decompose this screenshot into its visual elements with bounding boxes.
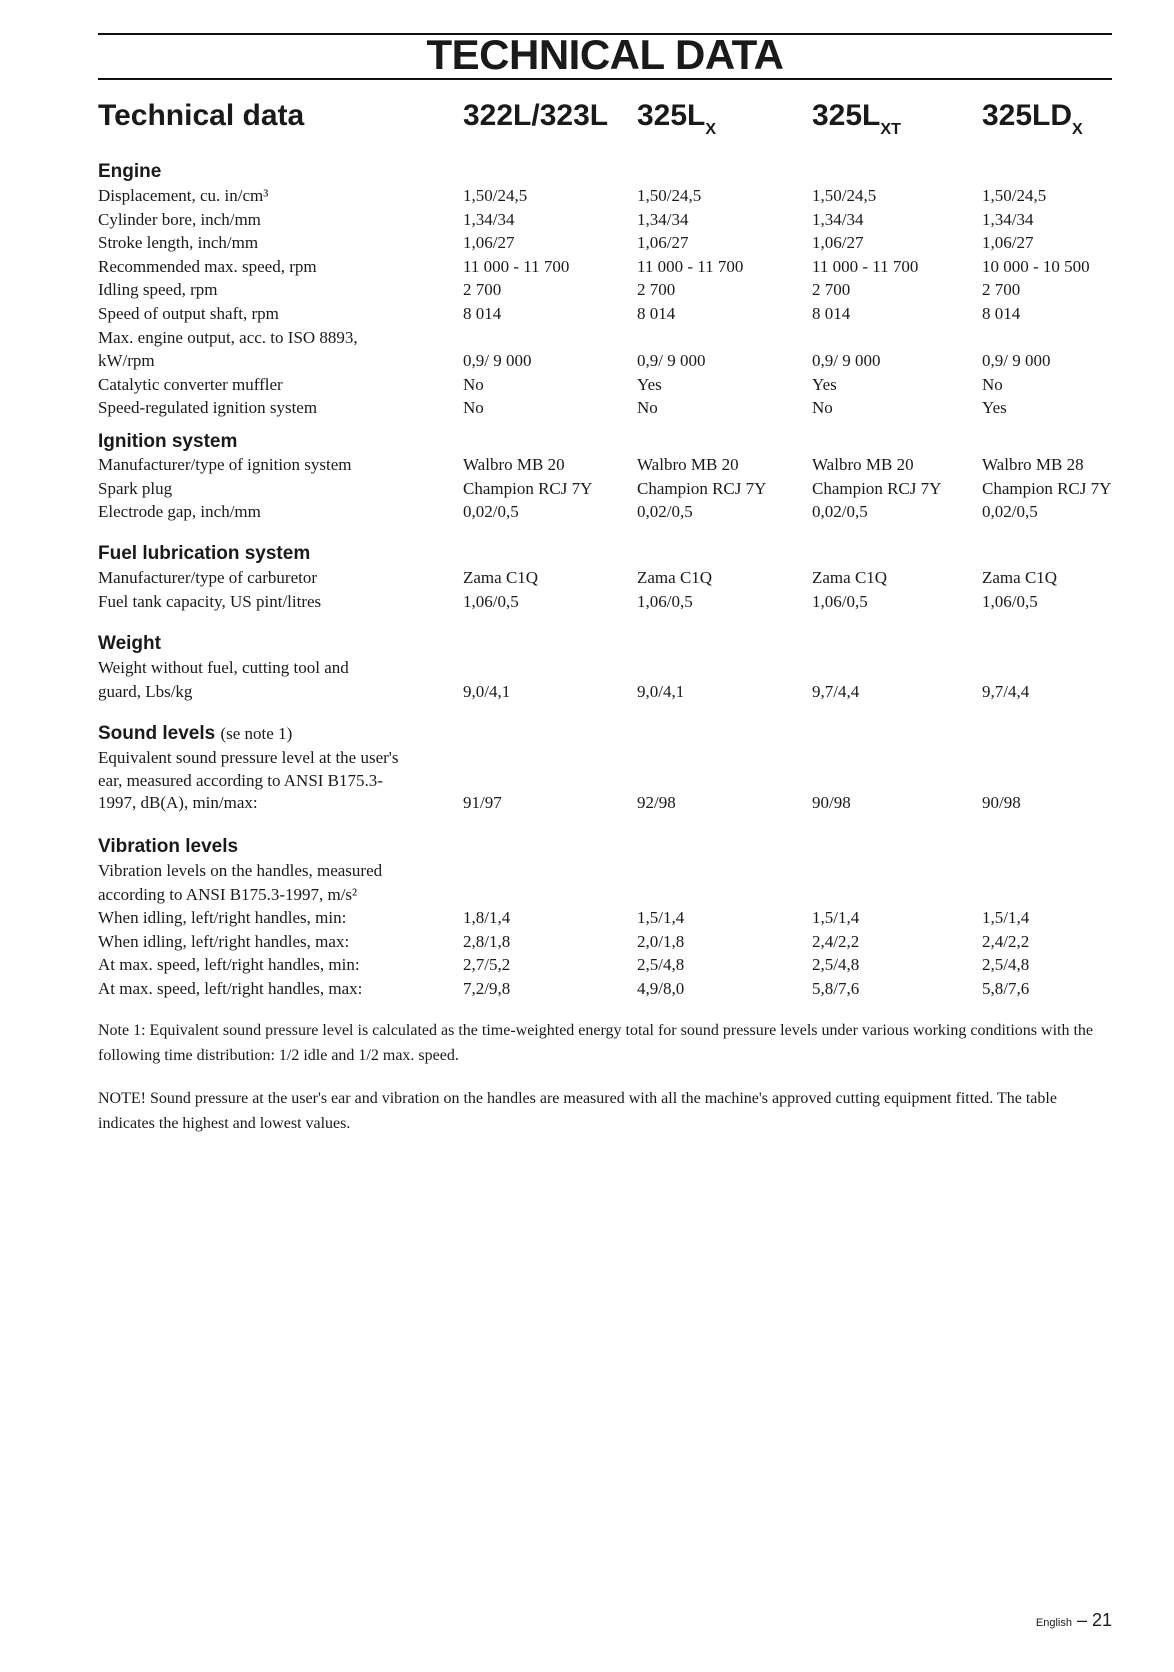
row-value: 8 014 — [982, 304, 1021, 323]
row-value: 1,06/0,5 — [463, 591, 519, 611]
row-value: 2 700 — [982, 280, 1021, 300]
row-label: Fuel tank capacity, US pint/litres — [98, 591, 322, 611]
row-value: Zama C1Q — [637, 568, 713, 587]
model-header: $325L_{XT}$ — [812, 99, 901, 138]
model-header: $325LD_X$ — [982, 99, 1083, 138]
model-header: 322L/323L — [463, 99, 609, 132]
row-value: 9,7/4,4 — [982, 681, 1030, 701]
row-value: 7,2/9,8 — [463, 978, 511, 998]
row-value: Champion RCJ 7Y — [812, 478, 942, 498]
row-value: 0,9/ 9 000 — [637, 351, 706, 371]
row-value: Walbro MB 20 — [463, 455, 565, 474]
row-value: 2,4/2,2 — [982, 931, 1030, 951]
page-title: TECHNICAL DATA — [426, 31, 784, 78]
row-value: 2,5/4,8 — [982, 955, 1030, 974]
row-value: 0,9/ 9 000 — [812, 351, 881, 371]
group-title-fuel: Fuel lubrication system — [98, 543, 311, 564]
row-value: 1,06/0,5 — [812, 591, 868, 611]
table-row — [0, 953, 1174, 977]
row-value: 11 000 - 11 700 — [812, 256, 919, 276]
row-value: Walbro MB 20 — [812, 455, 914, 474]
row-value: 5,8/7,6 — [812, 978, 860, 998]
row-value: Walbro MB 20 — [637, 455, 739, 474]
row-value: 8 014 — [637, 304, 676, 323]
row-value: 2,5/4,8 — [637, 955, 685, 974]
row-label: Equivalent sound pressure level at the user's — [98, 748, 399, 767]
row-value: 1,50/24,5 — [812, 186, 877, 205]
row-label: Recommended max. speed, rpm — [98, 256, 317, 276]
row-value: 4,9/8,0 — [637, 978, 685, 998]
row-label: Speed-regulated ignition system — [98, 398, 318, 418]
row-value: 0,9/ 9 000 — [982, 351, 1051, 371]
row-value: 8 014 — [812, 304, 851, 323]
row-value: 9,0/4,1 — [463, 681, 511, 701]
row-label: Weight without fuel, cutting tool and — [98, 658, 349, 677]
table-row — [0, 208, 1174, 232]
row-value: 1,06/0,5 — [982, 591, 1038, 611]
row-value: 0,02/0,5 — [637, 502, 693, 522]
row-value: 1,5/1,4 — [637, 908, 685, 927]
table-row — [0, 906, 1174, 930]
row-value: 2 700 — [637, 280, 676, 300]
table-row — [0, 326, 1174, 350]
group-title-sound: Sound levels (se note 1) — [98, 723, 293, 744]
row-value: 90/98 — [812, 793, 851, 813]
row-value: 1,34/34 — [637, 209, 689, 229]
row-value: 0,02/0,5 — [463, 502, 519, 522]
table-row — [0, 231, 1174, 255]
table-row — [0, 746, 1174, 770]
table-row — [0, 453, 1174, 477]
page-number: 21 — [1091, 1610, 1112, 1630]
row-value: 90/98 — [982, 793, 1021, 813]
row-value: Champion RCJ 7Y — [463, 478, 593, 498]
row-value: 1,50/24,5 — [637, 186, 702, 205]
row-value: 2,4/2,2 — [812, 931, 860, 951]
page-footer: English – 21 — [1035, 1610, 1112, 1630]
row-value: Champion RCJ 7Y — [982, 478, 1112, 498]
row-value: 1,5/1,4 — [982, 908, 1030, 927]
row-value: 1,06/27 — [637, 233, 689, 253]
row-value: 2 700 — [463, 280, 502, 300]
row-value: No — [637, 398, 658, 418]
row-label: guard, Lbs/kg — [98, 681, 193, 701]
row-value: No — [463, 374, 484, 394]
group-title-weight: Weight — [98, 633, 161, 654]
row-label: ear, measured according to ANSI B175.3- — [98, 770, 383, 790]
row-value: 91/97 — [463, 793, 502, 813]
group-title-ignition: Ignition system — [98, 431, 238, 452]
row-value: 1,50/24,5 — [982, 186, 1047, 205]
row-label: At max. speed, left/right handles, max: — [98, 978, 363, 998]
row-label: Cylinder bore, inch/mm — [98, 209, 261, 229]
table-row — [0, 680, 1174, 704]
row-value: 1,06/27 — [463, 233, 515, 253]
row-value: 10 000 - 10 500 — [982, 256, 1090, 276]
row-value: 1,34/34 — [982, 209, 1034, 229]
row-label: Electrode gap, inch/mm — [98, 502, 261, 522]
model-header: $325L_X$ — [637, 99, 717, 138]
row-value: 2,7/5,2 — [463, 955, 511, 974]
row-value: Zama C1Q — [463, 568, 539, 587]
row-value: Zama C1Q — [812, 568, 888, 587]
row-label: Manufacturer/type of ignition system — [98, 455, 352, 474]
group-title-vibration: Vibration levels — [98, 836, 239, 857]
row-value: No — [982, 374, 1003, 394]
row-label: When idling, left/right handles, min: — [98, 908, 347, 927]
table-row — [0, 566, 1174, 590]
row-value: Yes — [982, 398, 1007, 418]
table-row — [0, 977, 1174, 1001]
table-row — [0, 396, 1174, 420]
note-2: NOTE! Sound pressure at the user's ear and vibration on the handles are measured with all the machine's approved cutting equipment fitted. The table indicates the highest and lowest values. — [98, 1090, 1057, 1132]
group-title-engine: Engine — [98, 161, 162, 182]
row-label: At max. speed, left/right handles, min: — [98, 955, 360, 974]
row-value: Zama C1Q — [982, 568, 1058, 587]
row-label: Manufacturer/type of carburetor — [98, 568, 317, 587]
row-value: 5,8/7,6 — [982, 978, 1030, 998]
table-row — [0, 302, 1174, 326]
table-row — [0, 883, 1174, 907]
row-label: Stroke length, inch/mm — [98, 233, 259, 253]
row-label: kW/rpm — [98, 351, 155, 371]
row-label: Max. engine output, acc. to ISO 8893, — [98, 327, 358, 347]
row-value: Yes — [812, 374, 837, 394]
row-value: 0,02/0,5 — [982, 502, 1038, 522]
table-row — [0, 184, 1174, 208]
row-value: No — [812, 398, 833, 418]
table-row — [0, 477, 1174, 501]
row-value: No — [463, 398, 484, 418]
row-label: Idling speed, rpm — [98, 280, 218, 300]
table-row — [0, 930, 1174, 954]
row-value: 2,0/1,8 — [637, 931, 685, 951]
table-row — [0, 791, 1174, 815]
row-value: 0,02/0,5 — [812, 502, 868, 522]
row-value: 2,8/1,8 — [463, 931, 511, 951]
row-value: 1,06/27 — [982, 233, 1034, 253]
row-label: according to ANSI B175.3-1997, m/s² — [98, 884, 358, 904]
row-value: 1,06/0,5 — [637, 591, 693, 611]
section-title: Technical data — [98, 99, 305, 132]
row-label: When idling, left/right handles, max: — [98, 931, 350, 951]
row-value: 1,06/27 — [812, 233, 864, 253]
row-label: Spark plug — [98, 478, 173, 498]
row-value: Yes — [637, 374, 662, 394]
table-row — [0, 255, 1174, 279]
row-value: Champion RCJ 7Y — [637, 478, 767, 498]
row-value: Walbro MB 28 — [982, 455, 1084, 474]
table-row — [0, 500, 1174, 524]
table-row — [0, 349, 1174, 373]
row-label: Vibration levels on the handles, measured — [98, 861, 383, 880]
row-value: 1,5/1,4 — [812, 908, 860, 927]
row-value: 2 700 — [812, 280, 851, 300]
table-row — [0, 373, 1174, 397]
footer-language: English — [1035, 1617, 1072, 1629]
table-row — [0, 859, 1174, 883]
row-value: 11 000 - 11 700 — [637, 256, 744, 276]
row-value: 9,7/4,4 — [812, 681, 860, 701]
table-row — [0, 278, 1174, 302]
table-row — [0, 769, 1174, 793]
row-value: 9,0/4,1 — [637, 681, 685, 701]
row-value: 92/98 — [637, 793, 676, 813]
row-value: 1,8/1,4 — [463, 908, 511, 927]
table-row — [0, 590, 1174, 614]
title-underline — [98, 78, 1112, 80]
row-value: 0,9/ 9 000 — [463, 351, 532, 371]
row-value: 1,34/34 — [812, 209, 864, 229]
row-value: 8 014 — [463, 304, 502, 323]
row-value: 2,5/4,8 — [812, 955, 860, 974]
note-1: Note 1: Equivalent sound pressure level is calculated as the time-weighted energy total for sound pressure levels under various working conditions with the following time distribution: 1/2 idle and 1/2 max. speed. — [98, 1022, 1094, 1064]
table-row — [0, 656, 1174, 680]
row-label: Displacement, cu. in/cm³ — [98, 186, 269, 205]
row-value: 11 000 - 11 700 — [463, 256, 570, 276]
row-label: Speed of output shaft, rpm — [98, 304, 279, 323]
row-value: 1,34/34 — [463, 209, 515, 229]
row-label: 1997, dB(A), min/max: — [98, 793, 258, 813]
row-label: Catalytic converter muffler — [98, 374, 283, 394]
row-value: 1,50/24,5 — [463, 186, 528, 205]
